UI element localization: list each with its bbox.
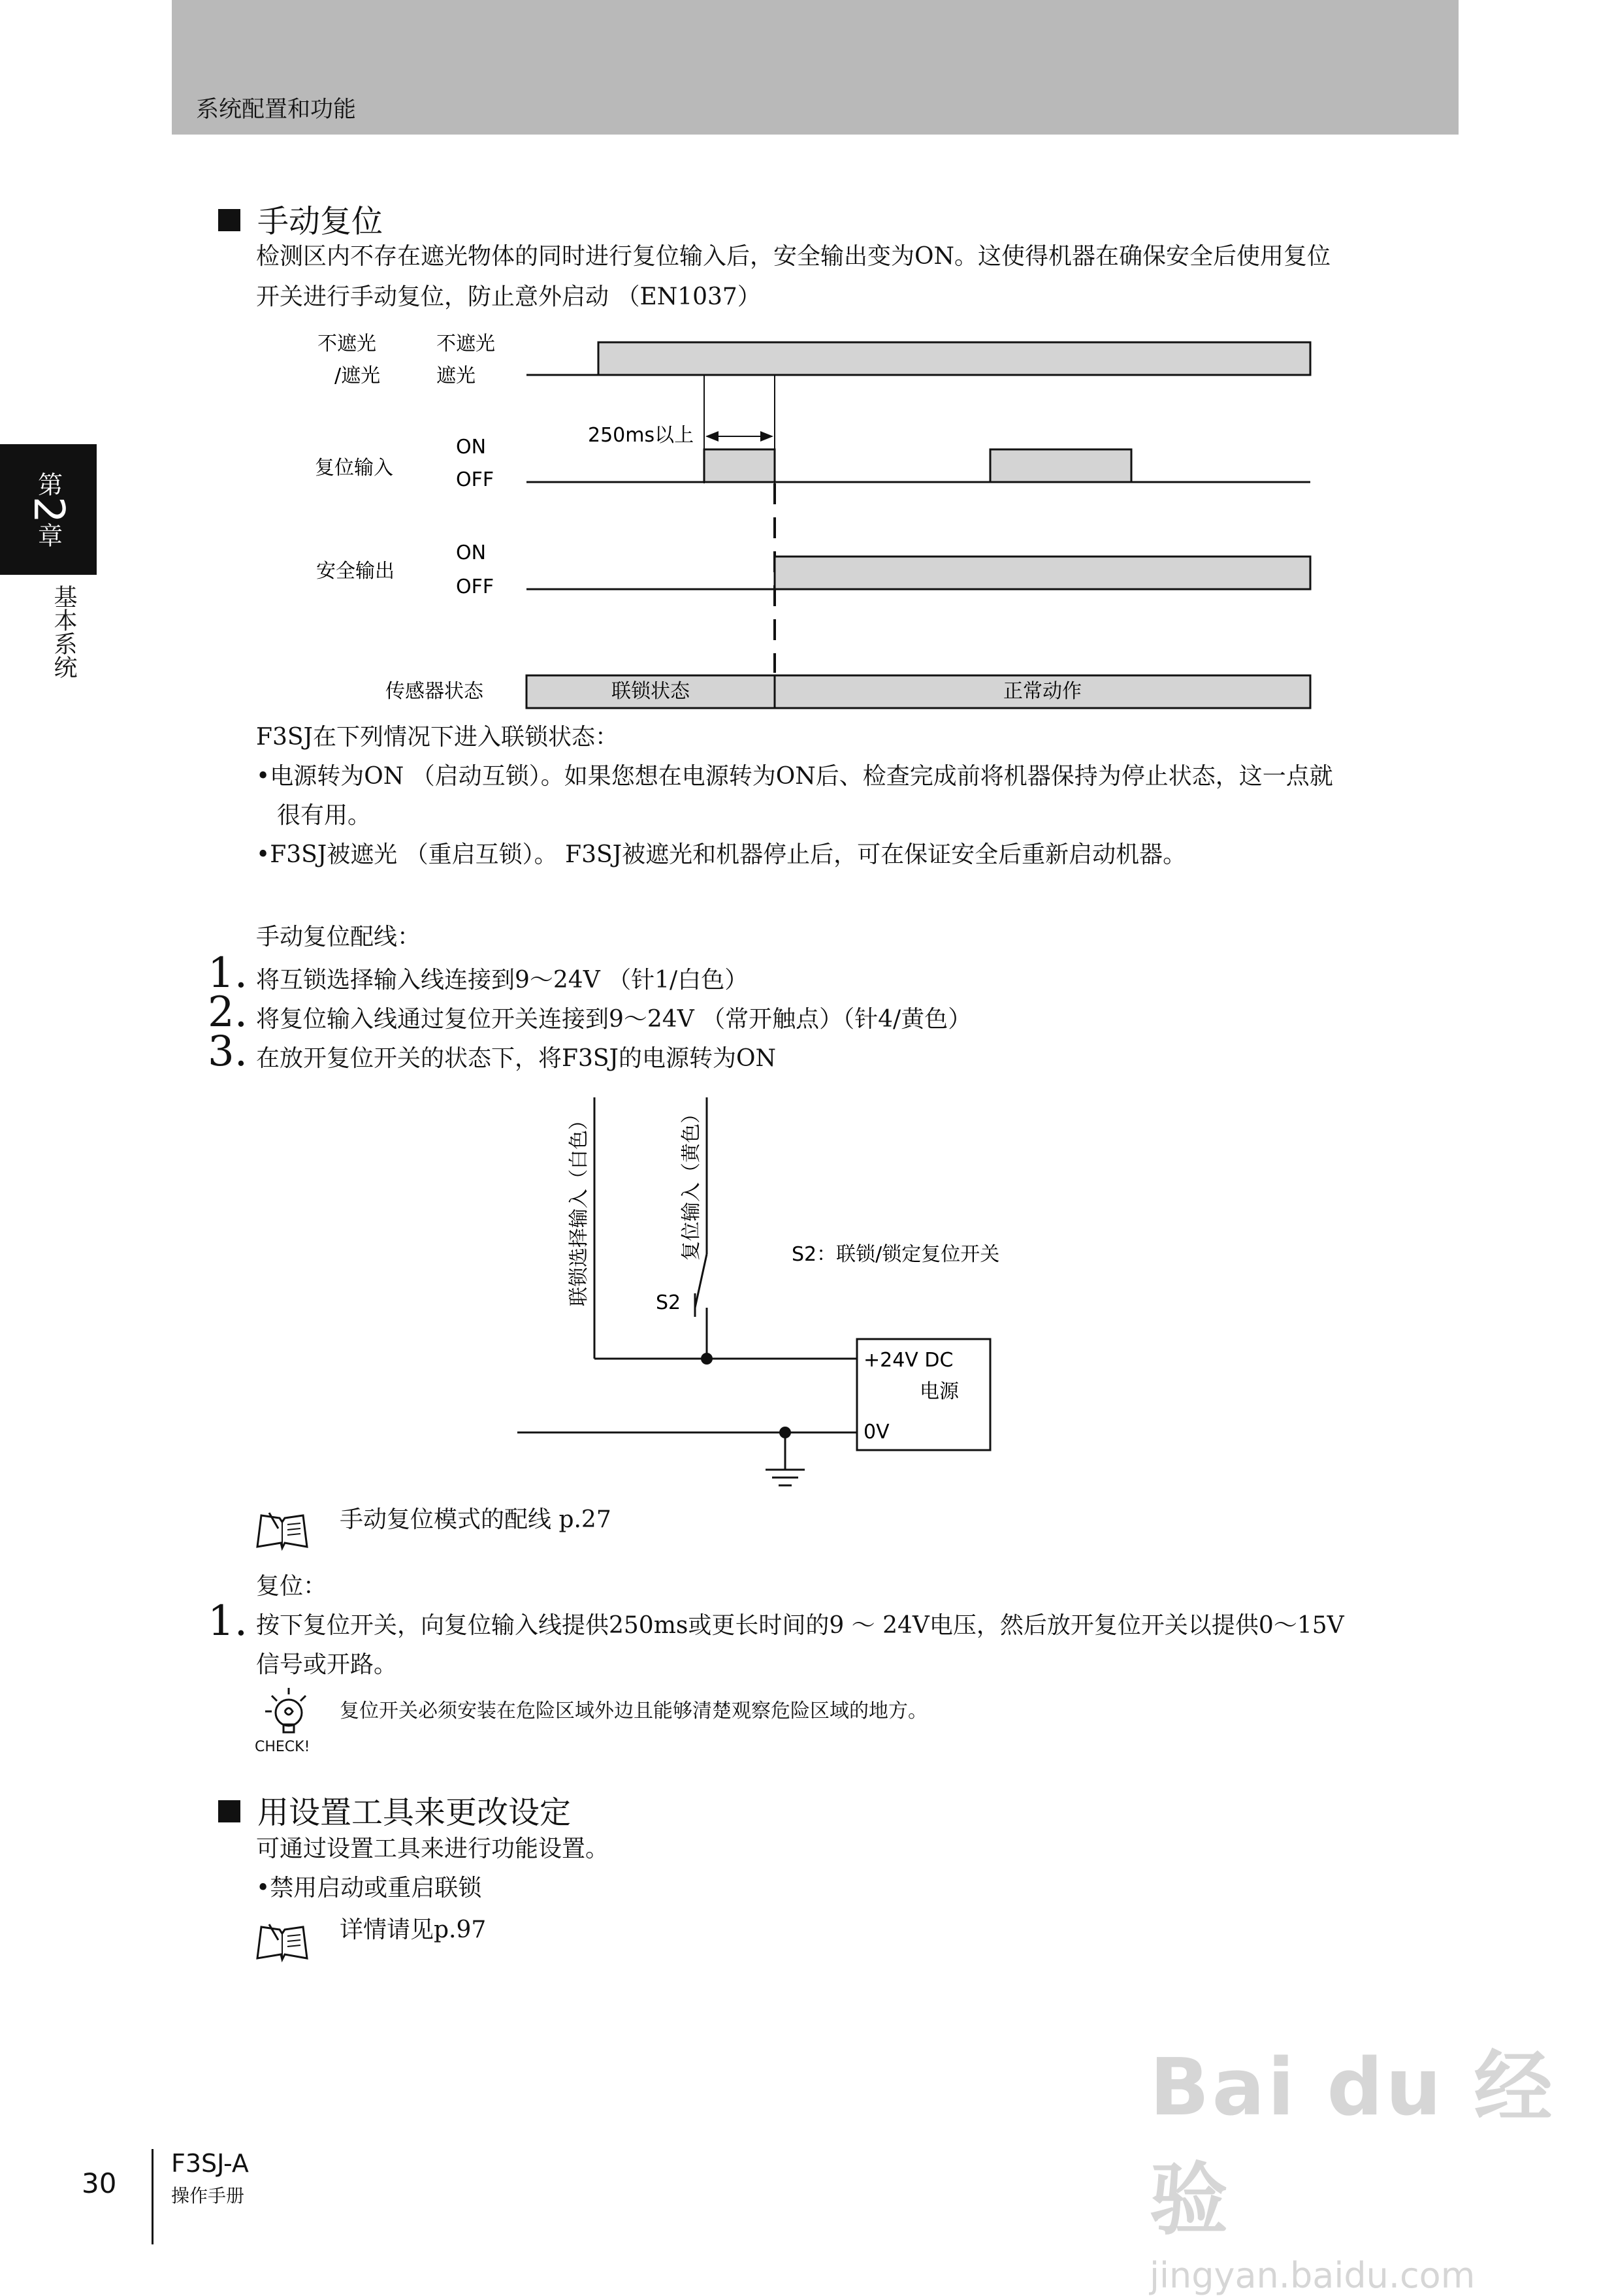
pulse-arrow-left-icon [705, 431, 719, 442]
ps-plus: +24V DC [864, 1349, 954, 1372]
check-text: 复位开关必须安装在危险区域外边且能够清楚观察危险区域的地方。 [340, 1700, 928, 1722]
manual-book-icon [256, 1920, 310, 1965]
interlock-bullet-1-line-1: •电源转为ON （启动互锁）。如果您想在电源转为ON后、检查完成前将机器保持为停止状态，这一点就 [256, 763, 1333, 790]
baidu-watermark [1150, 2025, 1599, 2296]
row1-label-b: /遮光 [334, 364, 381, 387]
ref2-text[interactable]: 详情请见p.97 [340, 1916, 487, 1943]
watermark-brand: Bai du 经验 [1150, 2043, 1555, 2246]
interlock-bullet-2: •F3SJ被遮光 （重启互锁）。 F3SJ被遮光和机器停止后，可在保证安全后重新启动机器。 [256, 841, 1187, 868]
watermark-url: jingyan.baidu.com [1150, 2255, 1476, 2296]
state-interlock: 联锁状态 [611, 680, 690, 703]
header-title: 系统配置和功能 [196, 97, 357, 123]
chapter-prefix: 第 [33, 471, 63, 496]
manual-book-icon [256, 1509, 310, 1553]
side-label: 基本系统 [50, 585, 77, 679]
junction-dot [701, 1353, 713, 1365]
section2-bullet: •禁用启动或重启联锁 [256, 1875, 482, 1901]
row1-label-a: 不遮光 [317, 332, 376, 355]
ref1-text[interactable]: 手动复位模式的配线 p.27 [340, 1506, 611, 1533]
row2-pulse-1 [704, 449, 775, 482]
row4-label: 传感器状态 [385, 680, 483, 703]
row2-off: OFF [456, 468, 494, 491]
section-heading-settings-tool [218, 1787, 571, 1832]
step-text: 在放开复位开关的状态下，将F3SJ的电源转为ON [256, 1045, 776, 1072]
page-number: 30 [82, 2167, 117, 2199]
row3-off: OFF [456, 575, 494, 598]
ps-zero: 0V [864, 1421, 890, 1444]
row2-label: 复位输入 [315, 457, 393, 479]
wiring-title: 手动复位配线： [256, 924, 421, 950]
pulse-arrow-right-icon [760, 431, 773, 442]
footer-model: F3SJ-A [171, 2149, 249, 2178]
step-number: 2. [208, 988, 248, 1037]
footer-divider [152, 2149, 153, 2244]
step-number: 3. [208, 1027, 248, 1076]
check-label: CHECK! [255, 1739, 310, 1755]
ps-name: 电源 [920, 1380, 959, 1403]
square-bullet-icon [218, 1800, 240, 1822]
timing-chart [0, 0, 1599, 719]
intro-line-2: 开关进行手动复位，防止意外启动 （EN1037） [256, 283, 761, 310]
switch-contact [695, 1254, 707, 1308]
row3-label: 安全输出 [316, 560, 395, 583]
interlock-bullet-1-line-2: 很有用。 [277, 802, 372, 829]
interlock-intro: F3SJ在下列情况下进入联锁状态： [256, 724, 619, 751]
row1-level-high: 不遮光 [436, 332, 495, 355]
step-number: 1. [208, 949, 248, 997]
row1-signal-high [598, 342, 1310, 375]
reset-step-number: 1. [208, 1597, 248, 1645]
row3-signal-high [775, 557, 1310, 589]
row1-level-low: 遮光 [436, 364, 476, 387]
section-heading-text: 手动复位 [257, 203, 383, 240]
wiring-circuit-diagram [0, 1071, 1599, 1496]
reset-line-2: 信号或开路。 [256, 1651, 398, 1678]
state-normal: 正常动作 [1003, 680, 1082, 703]
step-text: 将互锁选择输入线连接到9～24V （针1/白色） [256, 967, 749, 994]
pulse-note: 250ms以上 [588, 424, 694, 447]
switch-label: S2 [656, 1291, 681, 1314]
section2-line-1: 可通过设置工具来进行功能设置。 [256, 1835, 609, 1862]
intro-line-1: 检测区内不存在遮光物体的同时进行复位输入后，安全输出变为ON。这使得机器在确保安全后使用复位 [256, 243, 1331, 270]
footer-manual: 操作手册 [171, 2185, 245, 2207]
step-text: 将复位输入线通过复位开关连接到9～24V （常开触点）（针4/黄色） [256, 1006, 972, 1033]
reset-title: 复位： [256, 1573, 327, 1600]
row2-on: ON [456, 436, 487, 459]
reset-line-1: 按下复位开关，向复位输入线提供250ms或更长时间的9 ～ 24V电压，然后放开复位开关以提供0～15V [256, 1612, 1344, 1639]
wire1-label: 联锁选择输入（白色） [568, 1110, 590, 1306]
check-bulb-icon [259, 1685, 317, 1738]
chapter-number: 2 [24, 496, 73, 523]
section-heading-text: 用设置工具来更改设定 [257, 1794, 572, 1831]
switch-note: S2：联锁/锁定复位开关 [792, 1243, 1000, 1266]
chapter-suffix: 章 [33, 523, 63, 548]
row3-on: ON [456, 542, 487, 564]
wire2-label: 复位输入（黄色） [680, 1104, 703, 1261]
row2-pulse-2 [990, 449, 1131, 482]
